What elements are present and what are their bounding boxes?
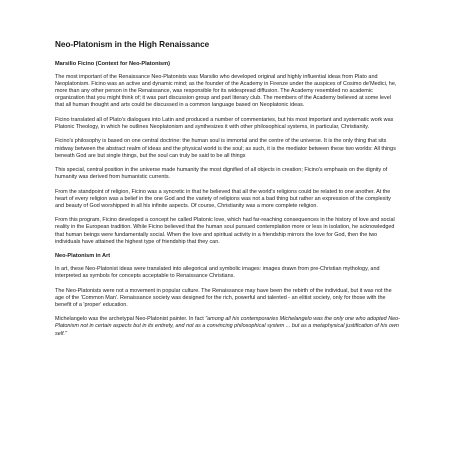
michelangelo-quote: "among all his contemporaries Michelangelo was the only one who adopted Neo-Platonism not in certain aspects but in its entirety, and not as a convincing philosophical system ... but as a metaphysical justification of his own self." [55, 316, 400, 337]
paragraph-ficino-philosophy: Ficino's philosophy is based on one central doctrine: the human soul is immortal and the centre of the universe. It is the only thing that sits midway between the abstract realm of ideas and the physical world is the soul; as such, it is the mediator between these two worlds: All things beneath God are but single things, but the soul can truly be said to be all things [55, 138, 396, 159]
document-page [55, 40, 400, 345]
paragraph-popular-culture: The Neo-Platonists were not a movement in popular culture. The Renaissance may have been the rebirth of the individual, but it was not the age of the 'Common Man'. Renaissance society was designed for the rich, powerful and talented - an elitist society, only for those with the benefit of a 'proper' education. [55, 287, 392, 308]
michelangelo-lead-text: Michelangelo was the archetypal Neo-Platonist painter. In fact [55, 316, 206, 323]
subheading-marsilio-ficino: Marsilio Ficino (Context for Neo-Platonism) [55, 61, 170, 67]
section-heading-neo-platonism-in-art: Neo-Platonism in Art [55, 253, 111, 260]
paragraph-ficino-intro: The most important of the Renaissance Neo-Platonists was Marsilio who developed original and highly influential ideas from Plato and Neoplatonism. Ficino was an active and dynamic mind; as the founder of the Academy in Firenze under the auspices of Cosimo de'Medici, he, more than any other person in the Renaissance, was responsible for its widespread diffusion. The Academy resembled no academic organization that you might think of; it was part discussion group and part literary club. The members of the Academy believed at some level that all human thought and arts could be discussed in a common language based on Neoplatonic ideas. [55, 74, 397, 109]
document-title: Neo-Platonism in the High Renaissance [55, 40, 210, 49]
paragraph-ficino-translations: Ficino translated all of Plato's dialogues into Latin and produced a number of commentaries, but his most important and systematic work was Platonic Theology, in which he outlines Neoplatonism and synthesizes it with other philosophical systems, in particular, Christianity. [55, 116, 394, 130]
paragraph-dignity-of-humanity: This special, central position in the universe made humanity the most dignified of all objects in creation; Ficino's emphasis on the dignity of humanity was derived from humanistic currents. [55, 167, 388, 181]
paragraph-platonic-love: From this program, Ficino developed a concept he called Platonic love, which had far-reaching consequences in the history of love and social reality in the European tradition. While Ficino believed that the human soul pursued contemplation more or less in isolation, he acknowledged that human beings were fundamentally social. When the love and spiritual activity in a friendship mirrors the love for God, then the two individuals have attained the highest type of friendship that they can. [55, 217, 395, 245]
paragraph-michelangelo [55, 316, 400, 337]
paragraph-religion: From the standpoint of religion, Ficino was a syncretic in that he believed that all the world's religions could be related to one another. At the heart of every religion was a belief in the one God and the variety of religions was not a bad thing but rather an expression of the complexity and beauty of God worshipped in all his infinite aspects. Of course, Christianity was a more complete religion. [55, 188, 391, 209]
paragraph-art-allegory: In art, these Neo-Platonist ideas were translated into allegorical and symbolic images: images drawn from pre-Christian mythology, and interpreted as symbols for concepts acceptable to Renaissance Christians. [55, 266, 380, 280]
